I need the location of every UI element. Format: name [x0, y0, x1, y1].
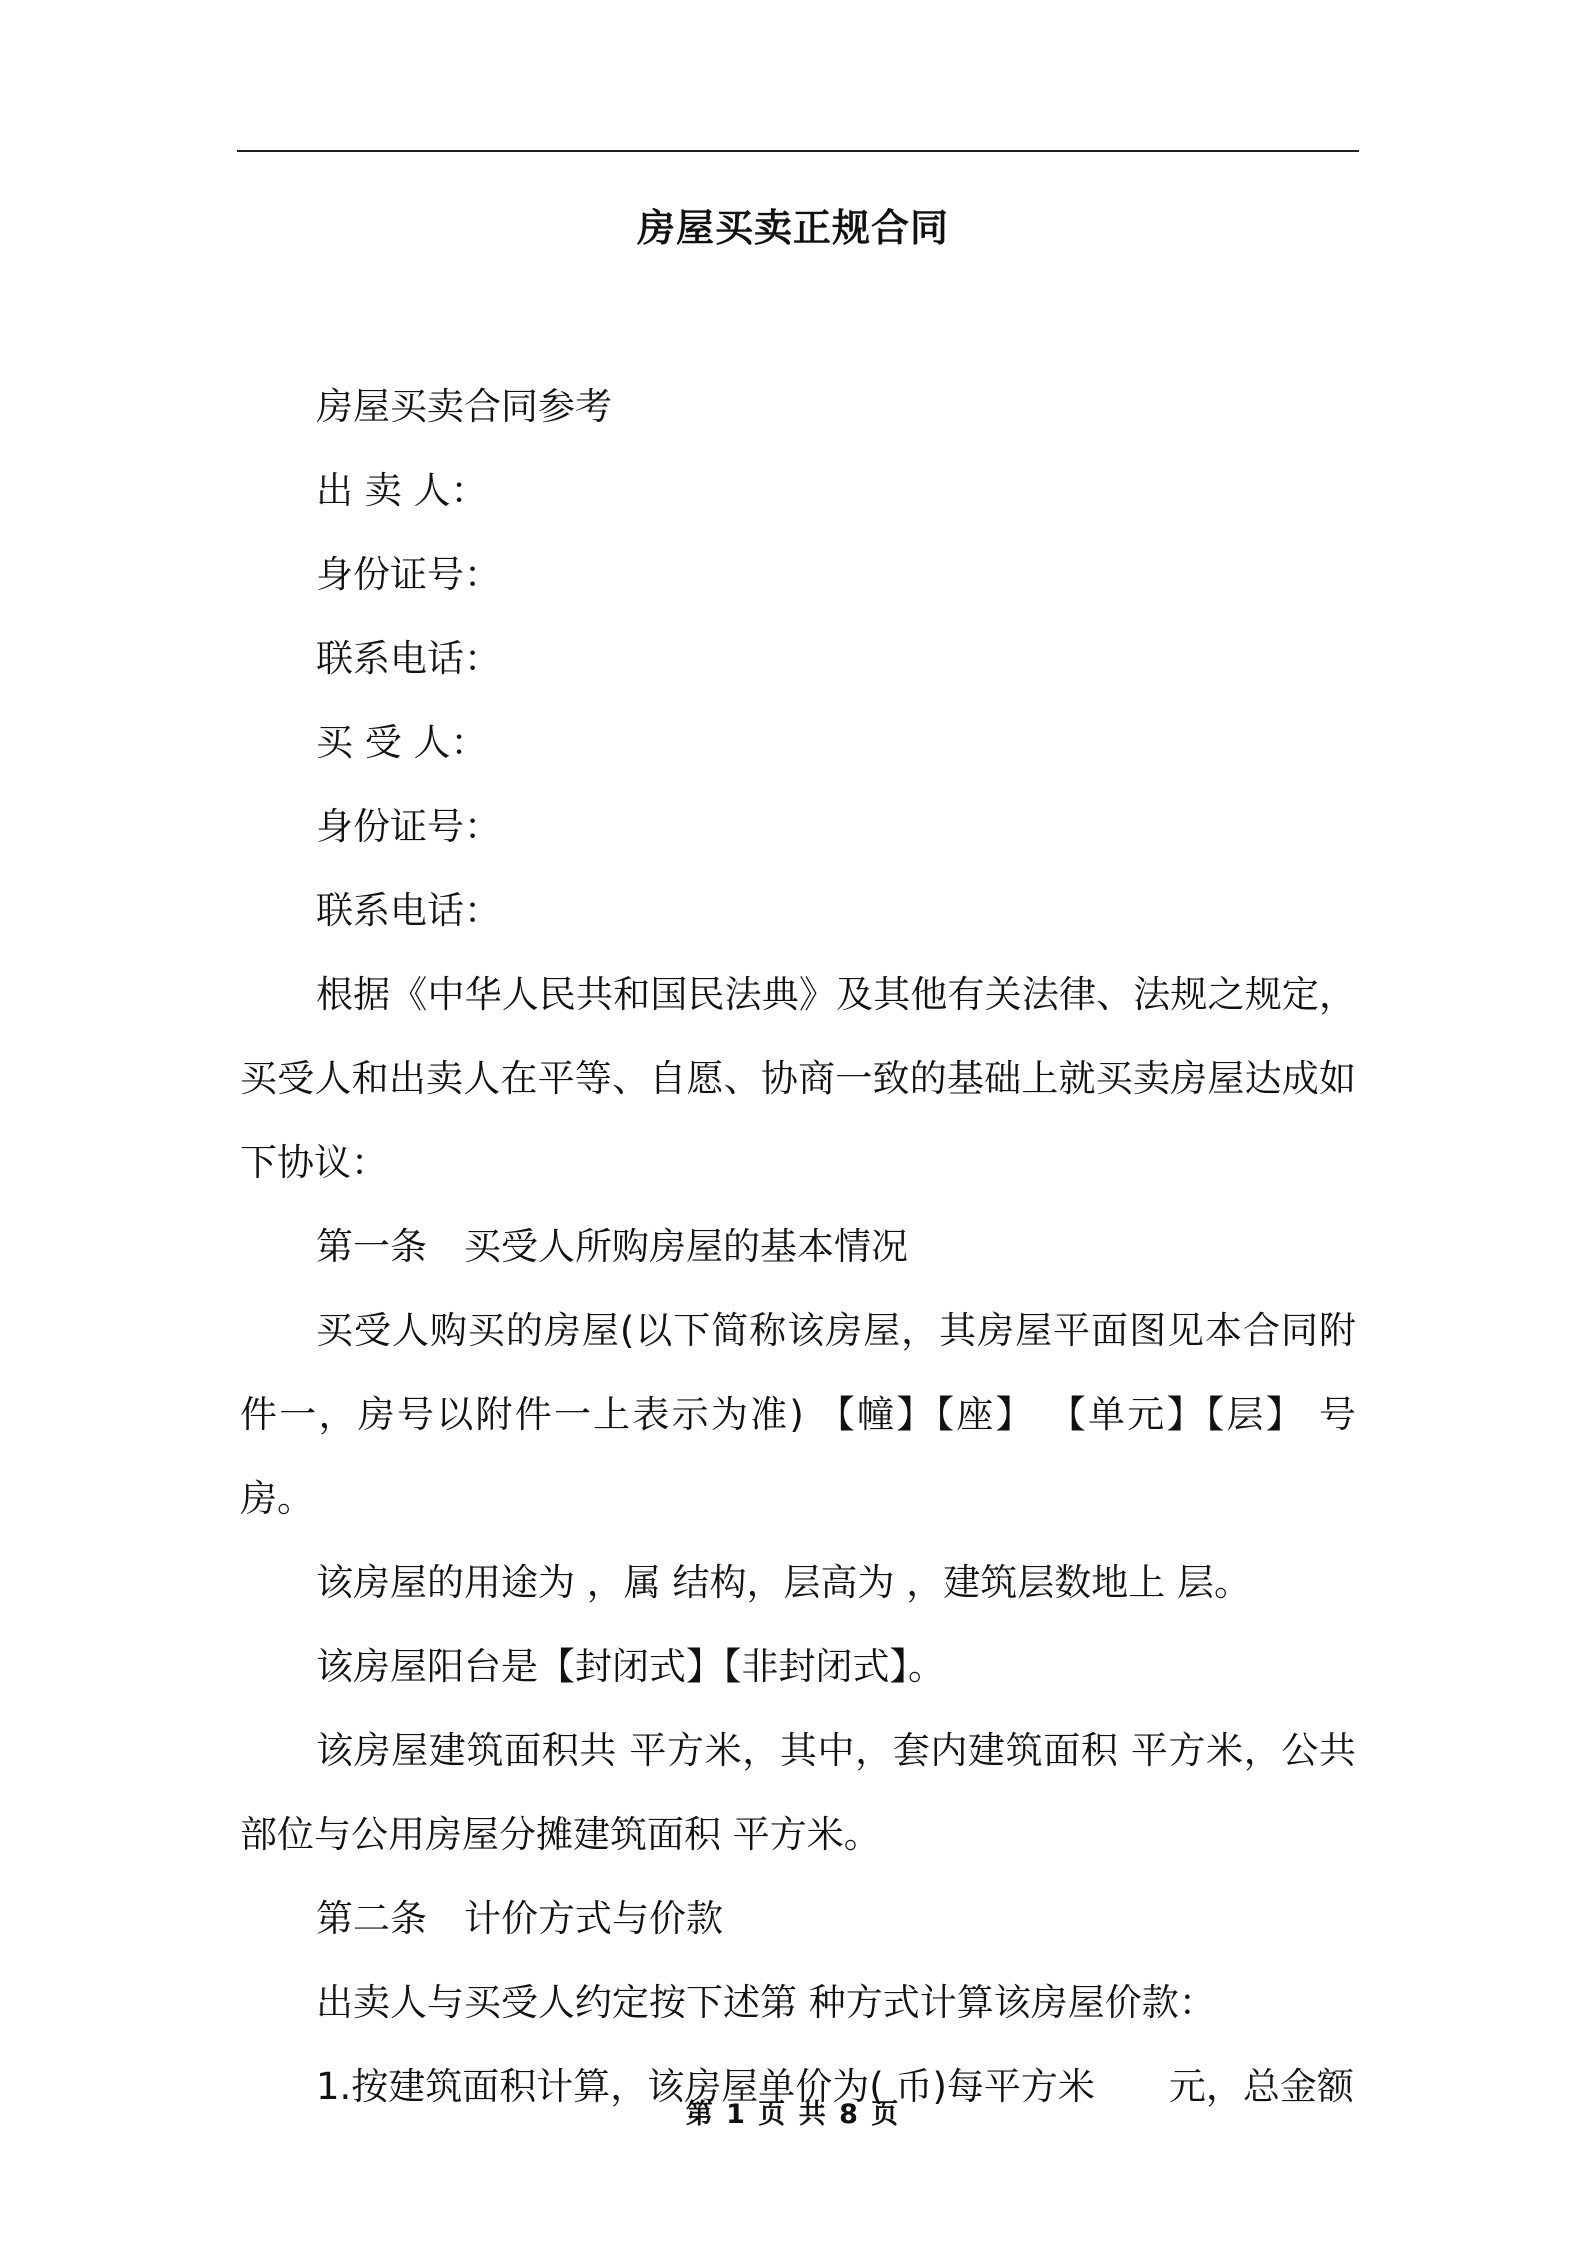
paragraph-preamble: 根据《中华人民共和国民法典》及其他有关法律、法规之规定，买受人和出卖人在平等、自愿、协商一致的基础上就买卖房屋达成如下协议：: [240, 973, 1356, 1184]
paragraph-article-1-area: 该房屋建筑面积共 平方米，其中，套内建筑面积 平方米，公共部位与公用房屋分摊建筑面积 平方米。: [240, 1729, 1356, 1856]
page-number: 第 1 页 共 8 页: [685, 2099, 901, 2130]
paragraph-subtitle: 房屋买卖合同参考: [316, 385, 612, 428]
paragraph-seller-id: 身份证号：: [316, 553, 501, 596]
paragraph-seller: 出 卖 人：: [316, 469, 488, 512]
paragraph-seller-phone: 联系电话：: [316, 637, 501, 680]
paragraph-buyer: 买 受 人：: [316, 721, 488, 764]
paragraph-article-2-method: 出卖人与买受人约定按下述第 种方式计算该房屋价款：: [316, 1981, 1216, 2024]
header-rule: [237, 150, 1359, 152]
document-title: 房屋买卖正规合同: [636, 206, 949, 250]
paragraph-article-2-heading: 第二条 计价方式与价款: [316, 1897, 723, 1940]
paragraph-article-1-balcony: 该房屋阳台是【封闭式】【非封闭式】。: [316, 1645, 945, 1688]
paragraph-article-1-heading: 第一条 买受人所购房屋的基本情况: [316, 1225, 908, 1268]
paragraph-article-1-usage: 该房屋的用途为 ，属 结构，层高为 ，建筑层数地上 层。: [316, 1561, 1252, 1604]
paragraph-buyer-phone: 联系电话：: [316, 889, 501, 932]
paragraph-article-2-item-1: 1.按建筑面积计算，该房屋单价为( 币)每平方米 元，总金额: [316, 2065, 1354, 2108]
paragraph-article-1-house: 买受人购买的房屋(以下简称该房屋，其房屋平面图见本合同附件一，房号以附件一上表示为准) 【幢】【座】 【单元】【层】 号房。: [240, 1309, 1356, 1520]
paragraph-buyer-id: 身份证号：: [316, 805, 501, 848]
document-body: [240, 365, 1356, 2129]
